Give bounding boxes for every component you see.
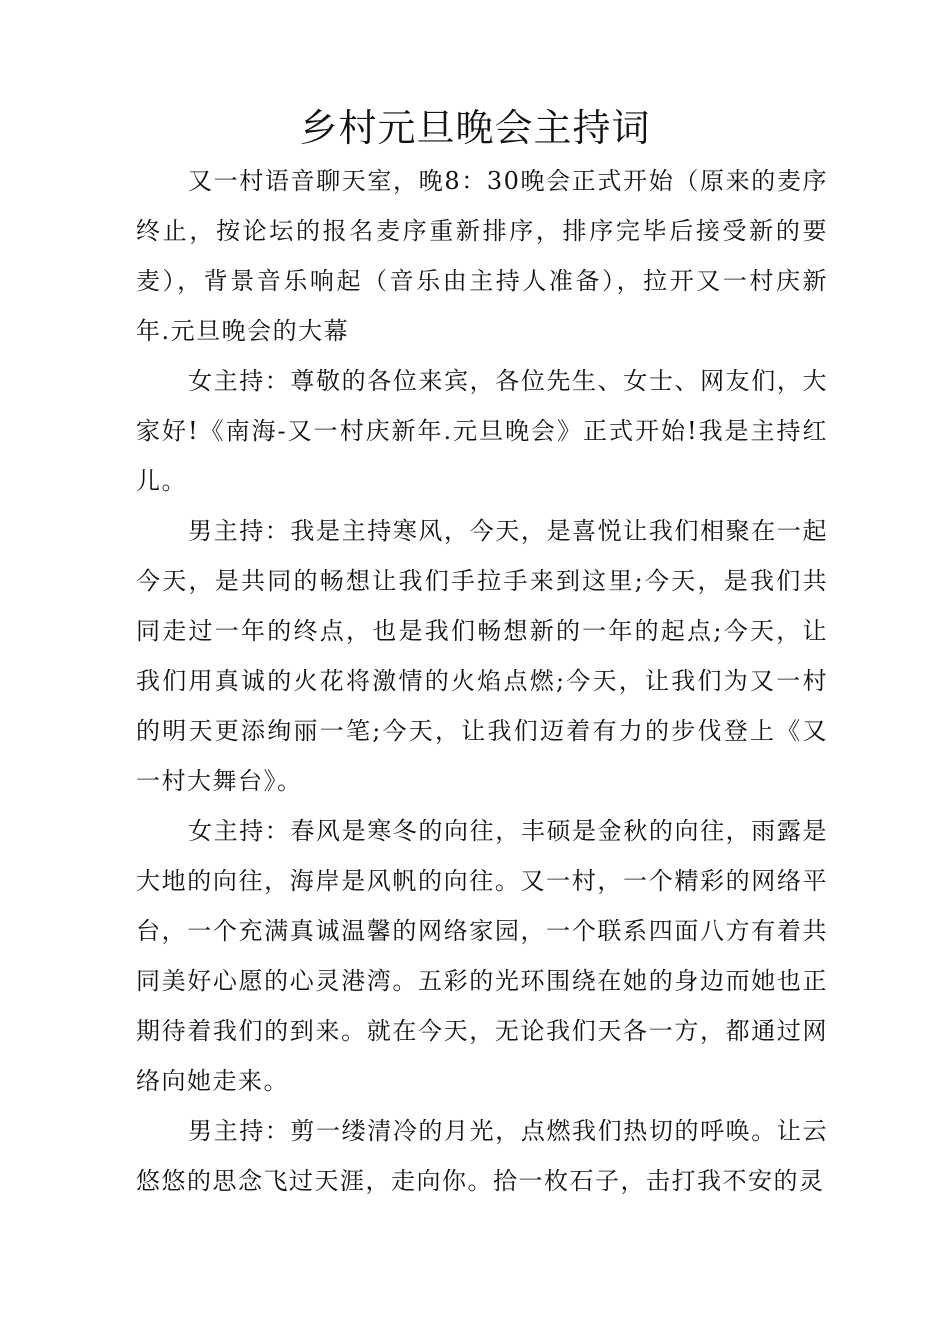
paragraph-male-host-2: 男主持：剪一缕清冷的月光，点燃我们热切的呼唤。让云悠悠的思念飞过天涯，走向你。拾一枚石子，击打我不安的灵 (136, 1117, 828, 1195)
document-body (136, 156, 828, 1206)
paragraph-male-host-1: 男主持：我是主持寒风，今天，是喜悦让我们相聚在一起今天，是共同的畅想让我们手拉手来到这里;今天，是我们共同走过一年的终点，也是我们畅想新的一年的起点;今天，让我们用真诚的火花将激情的火焰点燃;今天，让我们为又一村的明天更添绚丽一笔;今天，让我们迈着有力的步伐登上《又一村大舞台》。 (136, 517, 828, 795)
document-title: 乡村元旦晚会主持词 (299, 106, 651, 150)
paragraph-female-host-2: 女主持：春风是寒冬的向往，丰硕是金秋的向往，雨露是大地的向往，海岸是风帆的向往。又一村，一个精彩的网络平台，一个充满真诚温馨的网络家园，一个联系四面八方有着共同美好心愿的心灵港湾。五彩的光环围绕在她的身边而她也正期待着我们的到来。就在今天，无论我们天各一方，都通过网络向她走来。 (136, 817, 828, 1095)
paragraph-female-host-1: 女主持：尊敬的各位来宾，各位先生、女士、网友们，大家好!《南海-又一村庆新年.元旦晚会》正式开始!我是主持红儿。 (136, 367, 828, 495)
paragraph-intro: 又一村语音聊天室，晚8：30晚会正式开始（原来的麦序终止，按论坛的报名麦序重新排序，排序完毕后接受新的要麦），背景音乐响起（音乐由主持人准备），拉开又一村庆新年.元旦晚会的大幕 (136, 167, 828, 345)
